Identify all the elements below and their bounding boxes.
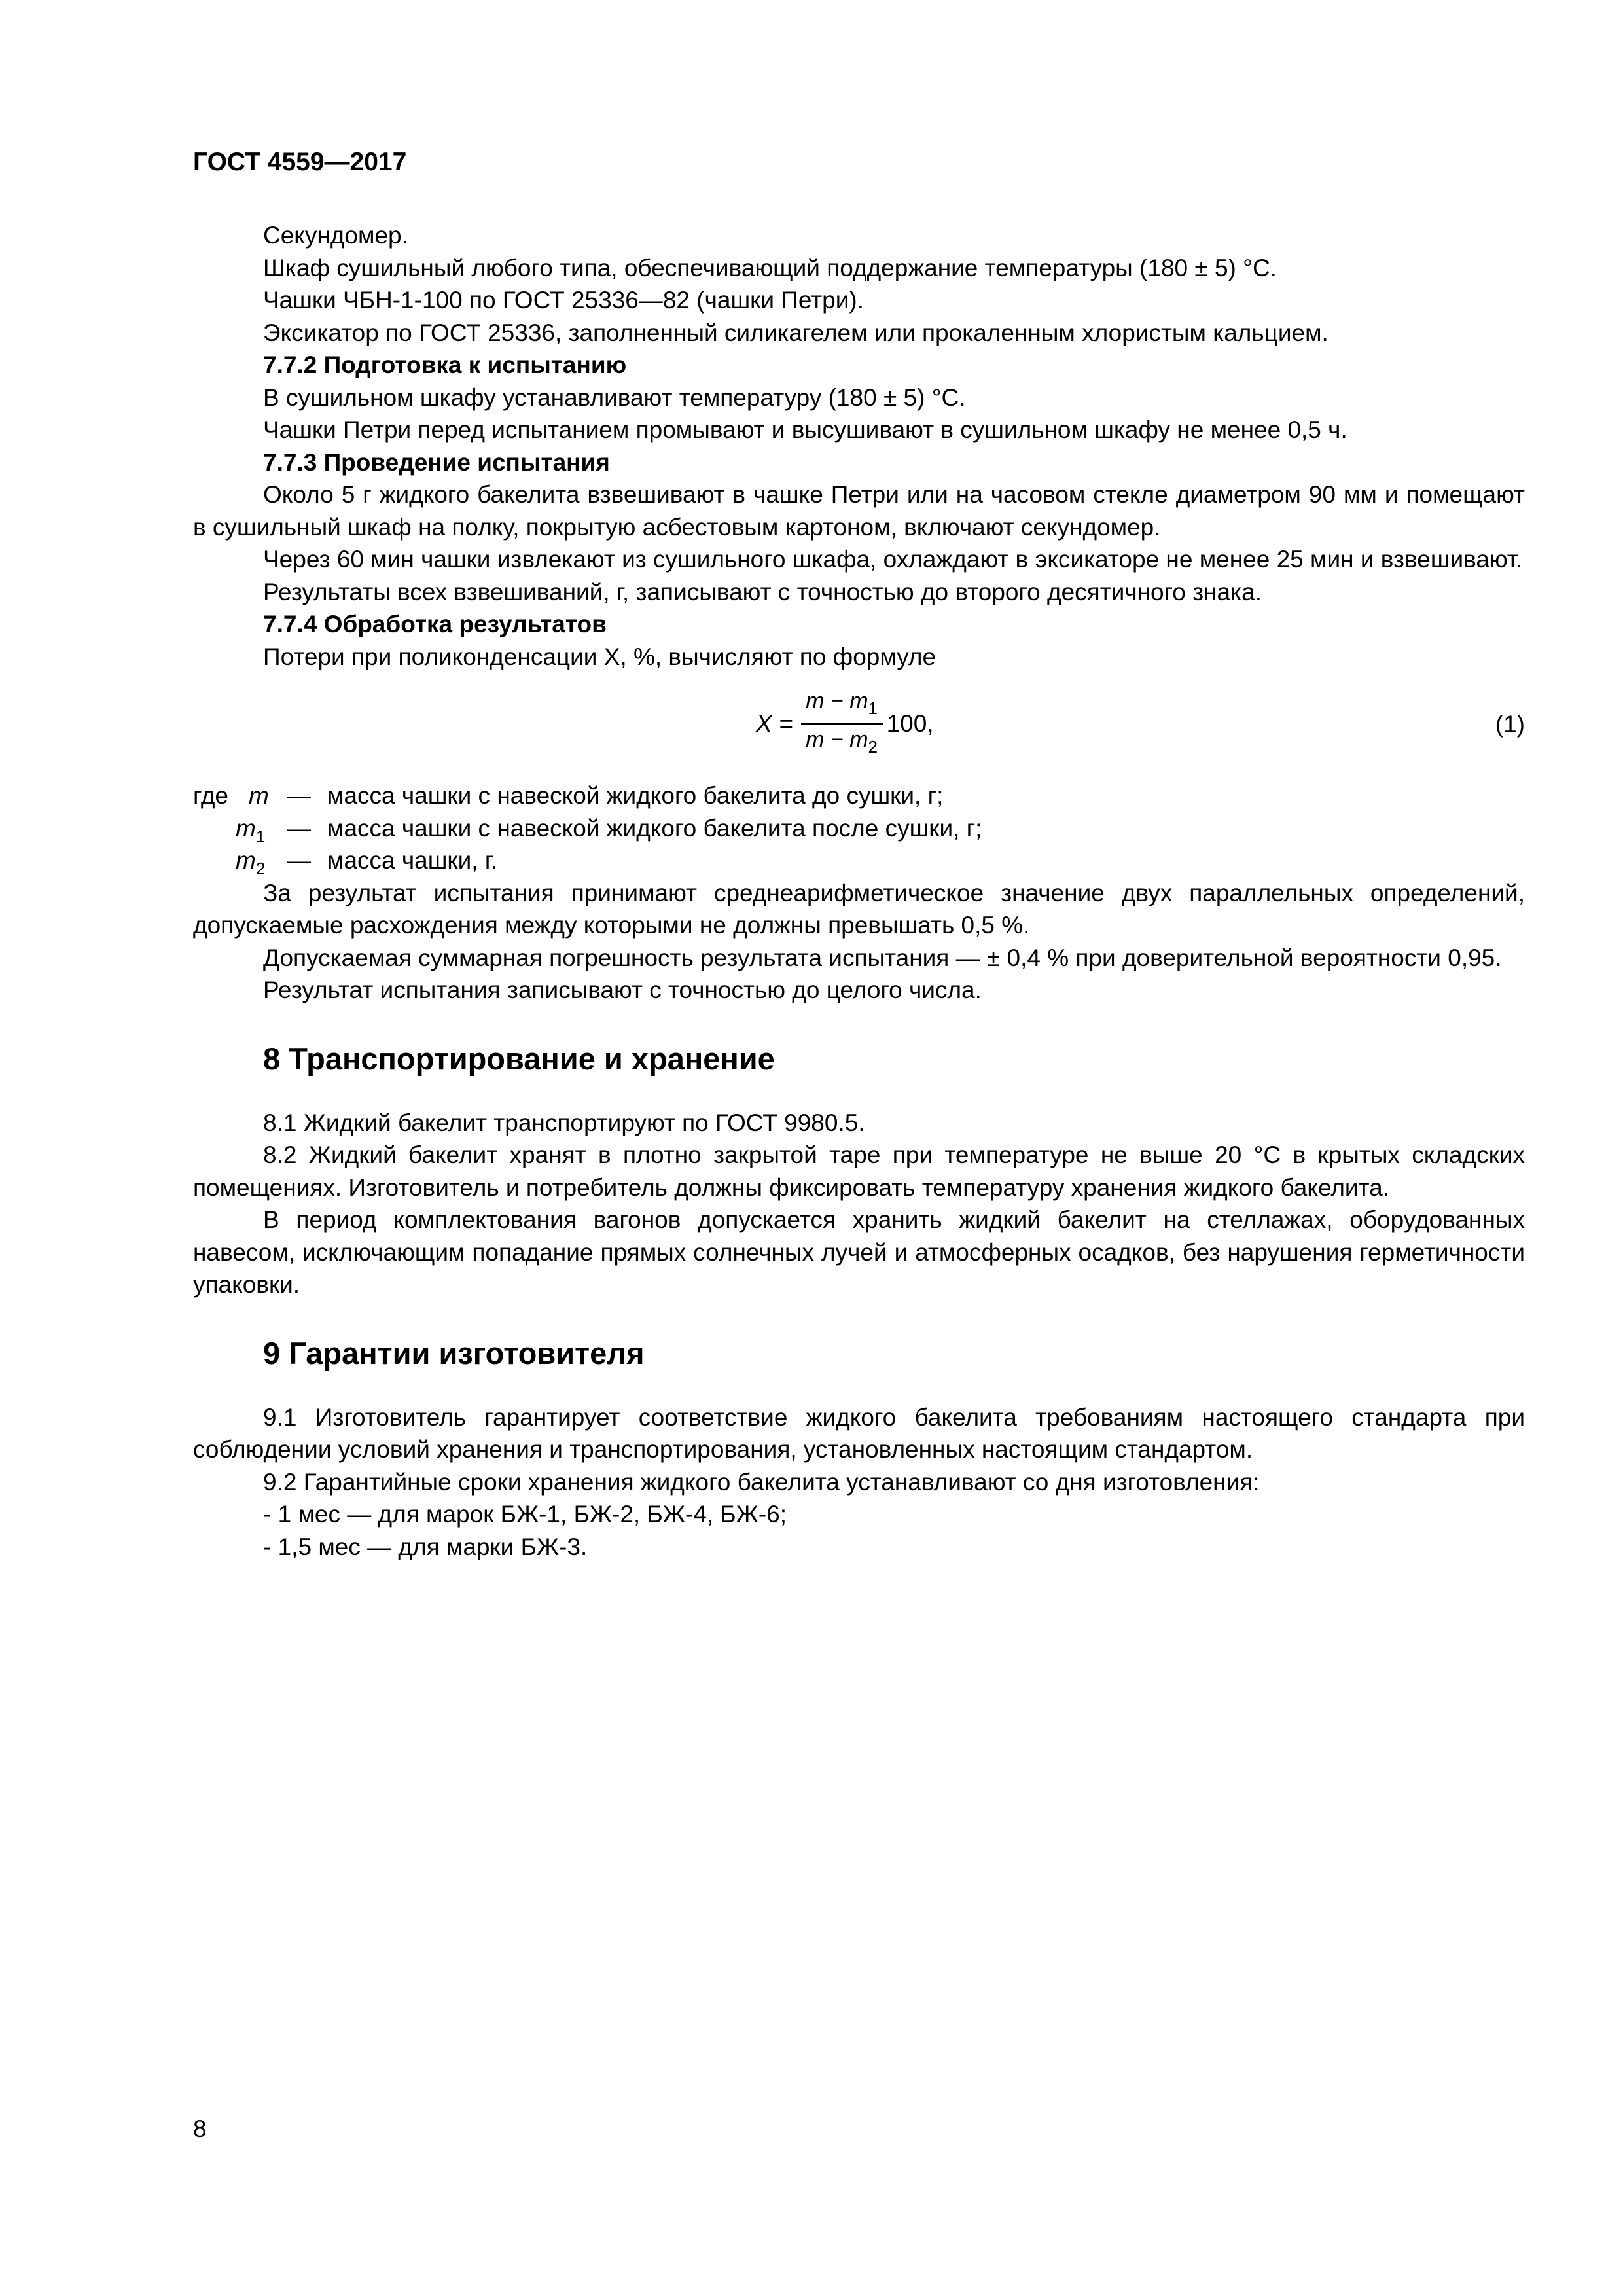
where-dash: — (287, 847, 311, 874)
paragraph: Допускаемая суммарная погрешность результата испытания — ± 0,4 % при доверительной вероятности 0,95. (263, 944, 1502, 971)
formula-1 (193, 675, 1525, 777)
where-dash: — (287, 814, 311, 842)
equation-number: (1) (1495, 711, 1525, 738)
where-row (193, 812, 1525, 845)
equipment-line: Секундомер. (263, 222, 408, 249)
variable-symbol: $m_2$ (236, 847, 266, 878)
formula-intro: Потери при поликонденсации X, %, вычисляют по формуле (263, 643, 936, 670)
document-header: ГОСТ 4559—2017 (193, 148, 407, 176)
formula-expression (756, 686, 934, 762)
paragraph: Результат испытания записывают с точностью до целого числа. (263, 977, 982, 1003)
subsection-heading-7-7-4: 7.7.4 Обработка результатов (263, 611, 607, 637)
formula-denominator: $m - m_2$ (806, 727, 878, 757)
formula-fraction (801, 686, 883, 762)
paragraph: Около 5 г жидкого бакелита взвешивают в чашке Петри или на часовом стекле диаметром 90 мм и помещают в сушильный шкаф на полку, покрытую асбестовым картоном, включают секундомер. (193, 481, 1525, 541)
section-heading-8: 8 Транспортирование и хранение (263, 1041, 775, 1076)
subsection-heading-7-7-3: 7.7.3 Проведение испытания (263, 448, 610, 476)
paragraph-9-2: 9.2 Гарантийные сроки хранения жидкого бакелита устанавливают со дня изготовления: (263, 1468, 1260, 1496)
formula-lhs: X = (756, 710, 793, 738)
paragraph: В сушильном шкафу устанавливают температуру (180 ± 5) °С. (263, 384, 966, 411)
where-row (193, 844, 1525, 877)
formula-numerator: $m - m_1$ (806, 689, 878, 718)
paragraph-8-2: 8.2 Жидкий бакелит хранят в плотно закрытой таре при температуре не выше 20 °С в крытых складских помещениях. Изготовитель и потребитель должны фиксировать температуру хранения жидкого бакелита. (193, 1141, 1525, 1201)
list-item: - 1,5 мес — для марки БЖ-3. (263, 1533, 588, 1560)
where-dash: — (287, 782, 311, 809)
paragraph: Через 60 мин чашки извлекают из сушильного шкафа, охлаждают в эксикаторе не менее 25 мин и взвешивают. (263, 546, 1523, 573)
variable-definition: масса чашки с навеской жидкого бакелита до сушки, г; (327, 782, 944, 809)
paragraph: В период комплектования вагонов допускается хранить жидкий бакелит на стеллажах, оборудованных навесом, исключающим попадание прямых солнечных лучей и атмосферных осадков, без нарушения герметичности упаковки. (193, 1206, 1525, 1298)
paragraph-9-1: 9.1 Изготовитель гарантирует соответствие жидкого бакелита требованиям настоящего стандарта при соблюдении условий хранения и транспортирования, установленных настоящим стандартом. (193, 1403, 1525, 1463)
page-content (193, 219, 1525, 1563)
subsection-heading-7-7-2: 7.7.2 Подготовка к испытанию (263, 351, 627, 378)
page-number: 8 (193, 2115, 207, 2142)
where-lead: где (193, 782, 229, 809)
where-row (193, 780, 1525, 812)
variable-definition: масса чашки, г. (327, 847, 498, 874)
paragraph-8-1: 8.1 Жидкий бакелит транспортируют по ГОСТ 9980.5. (263, 1109, 865, 1136)
formula-factor: 100, (886, 710, 934, 738)
paragraph: Чашки Петри перед испытанием промывают и высушивают в сушильном шкафу не менее 0,5 ч. (263, 416, 1347, 443)
variable-symbol: $m_1$ (236, 814, 266, 846)
variable-definition: масса чашки с навеской жидкого бакелита после сушки, г; (327, 814, 982, 842)
section-heading-9: 9 Гарантии изготовителя (263, 1335, 645, 1371)
paragraph: Результаты всех взвешиваний, г, записывают с точностью до второго десятичного знака. (263, 578, 1262, 605)
equipment-line: Чашки ЧБН-1-100 по ГОСТ 25336—82 (чашки Петри). (263, 287, 865, 314)
list-item: - 1 мес — для марок БЖ-1, БЖ-2, БЖ-4, БЖ-6; (263, 1501, 787, 1528)
variable-symbol: m (249, 782, 269, 809)
equipment-line: Шкаф сушильный любого типа, обеспечивающий поддержание температуры (180 ± 5) °С. (263, 254, 1277, 281)
paragraph: За результат испытания принимают среднеарифметическое значение двух параллельных определений, допускаемые расхождения между которыми не должны превышать 0,5 %. (193, 879, 1525, 939)
equipment-line: Эксикатор по ГОСТ 25336, заполненный силикагелем или прокаленным хлористым кальцием. (263, 319, 1329, 346)
